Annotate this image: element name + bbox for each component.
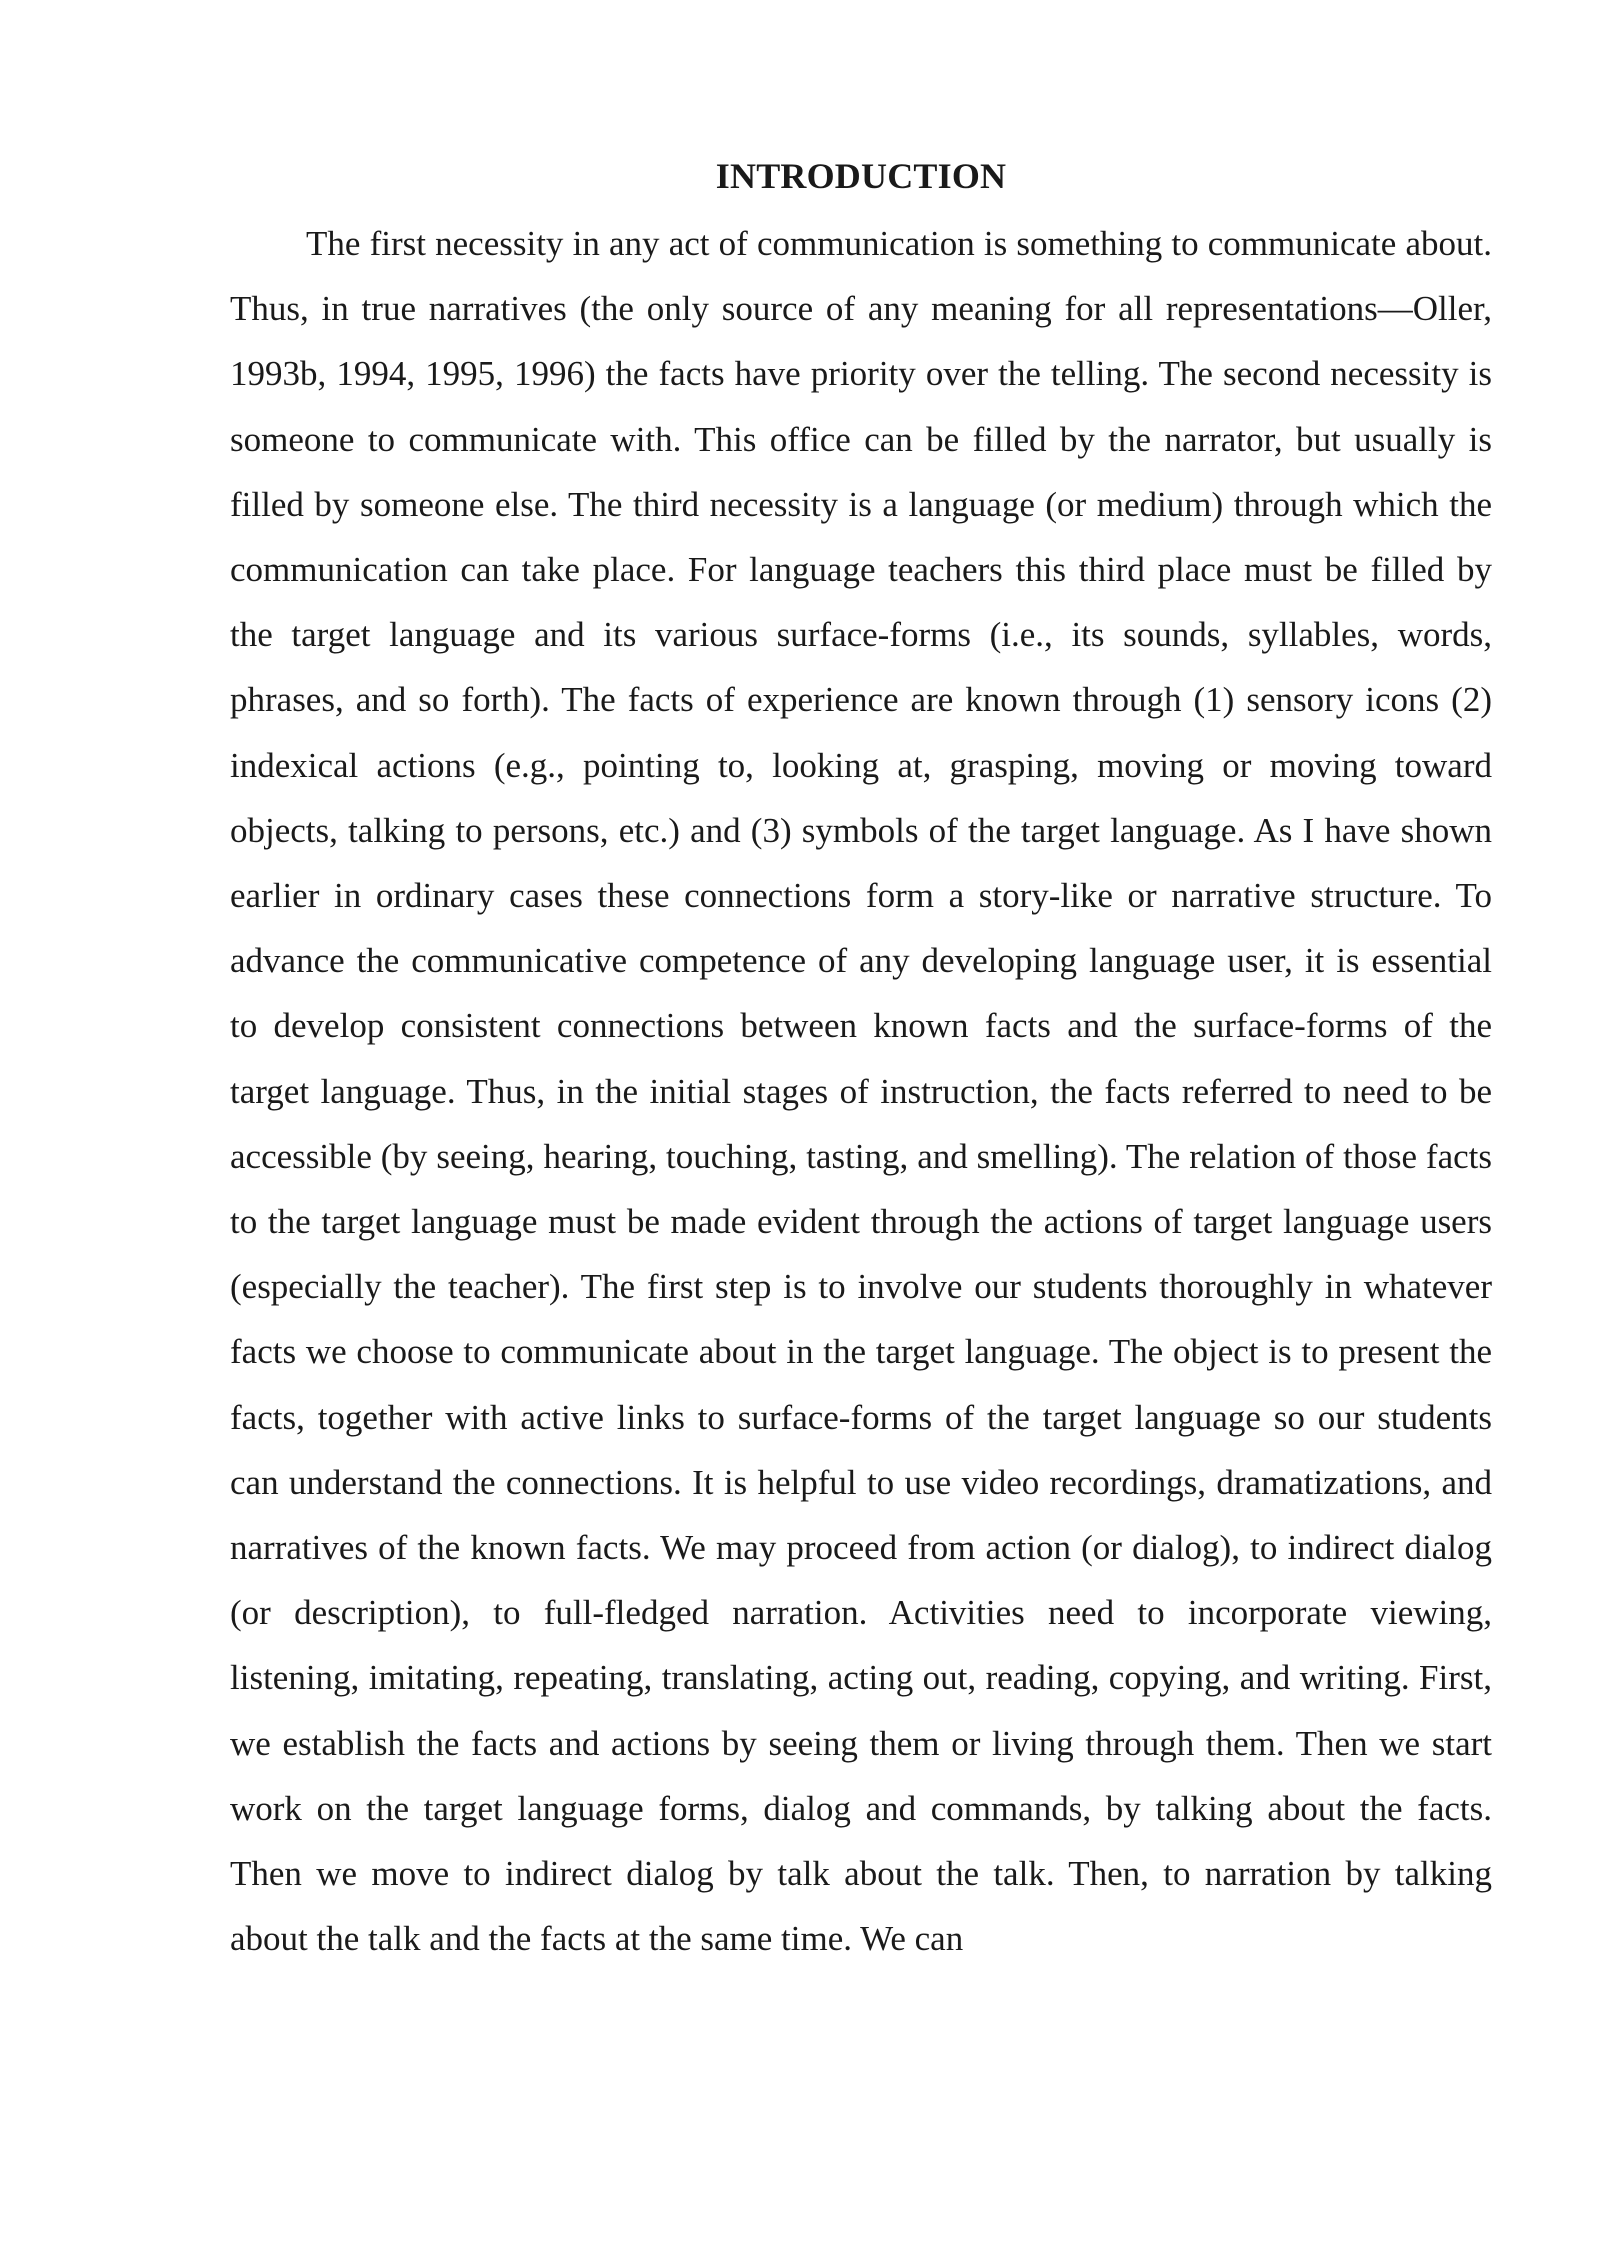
body-paragraph: The first necessity in any act of communication is something to communicate about. Thus, in true narratives (the only source of any meaning for all representations—Oller, 1993b, 1994, 1995, 1996) the facts have priority over the telling. The second necessity is someone to communicate with. This office can be filled by the narrator, but usually is filled by someone else. The third necessity is a language (or medium) through which the communication can take place. For language teachers this third place must be filled by the target language and its various surface-forms (i.e., its sounds, syllables, words, phrases, and so forth). The facts of experience are known through (1) sensory icons (2) indexical actions (e.g., pointing to, looking at, grasping, moving or moving toward objects, talking to persons, etc.) and (3) symbols of the target language. As I have shown earlier in ordinary cases these connections form a story-like or narrative structure. To advance the communicative competence of any developing language user, it is essential to develop consistent connections between known facts and the surface-forms of the target language. Thus, in the initial stages of instruction, the facts referred to need to be accessible (by seeing, hearing, touching, tasting, and smelling). The relation of those facts to the target language must be made evident through the actions of target language users (especially the teacher). The first step is to involve our students thoroughly in whatever facts we choose to communicate about in the target language. The object is to present the facts, together with active links to surface-forms of the target language so our students can understand the connections. It is helpful to use video recordings, dramatizations, and narratives of the known facts. We may proceed from action (or dialog), to indirect dialog (or description), to full-fledged narration. Activities need to incorporate viewing, listening, imitating, repeating, translating, acting out, reading, copying, and writing. First, we establish the facts and actions by seeing them or living through them. Then we start work on the target language forms, dialog and commands, by talking about the facts. Then we move to indirect dialog by talk about the talk. Then, to narration by talking about the talk and the facts at the same time. We can — [230, 224, 1492, 1959]
section-heading: INTRODUCTION — [715, 156, 1007, 196]
